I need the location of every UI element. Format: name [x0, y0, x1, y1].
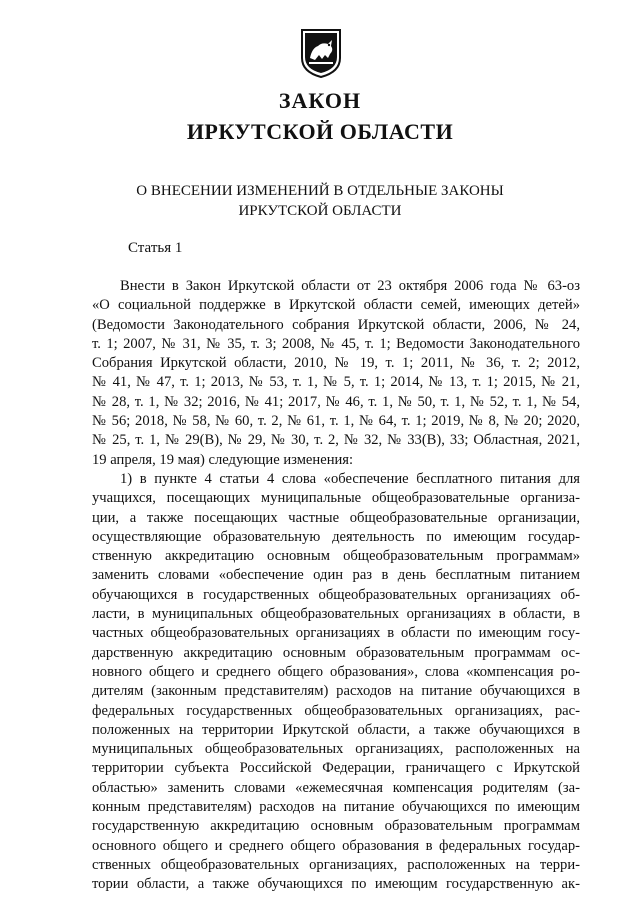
text-line: муниципальных общеобразовательных организациях, расположенных на	[92, 741, 580, 758]
text-line: № 56; 2018, № 58, № 60, т. 2, № 61, т. 1, № 64, т. 1; 2019, № 8, № 20; 2020,	[92, 413, 580, 430]
text-line: дителям (законным представителям) расходов на питание обучающихся в	[92, 683, 580, 700]
text-line: новного общего и среднего общего образования», слова «компенсация ро-	[92, 663, 580, 680]
text-line: обучающихся в государственных общеобразовательных организациях об-	[92, 586, 580, 603]
text-line: ции, а также посещающих частные общеобразовательные организации,	[92, 509, 580, 526]
text-line: «О социальной поддержке в Иркутской области семей, имеющих детей»	[92, 297, 580, 314]
text-line: ственных общеобразовательных организациях, расположенных на терри-	[92, 856, 580, 873]
text-line: Внести в Закон Иркутской области от 23 октября 2006 года № 63-оз	[120, 278, 580, 294]
law-body	[92, 277, 580, 895]
article-heading: Статья 1	[128, 240, 183, 256]
subject-line: ИРКУТСКОЙ ОБЛАСТИ	[238, 203, 402, 219]
law-title: ЗАКОН	[278, 88, 362, 113]
text-line: № 41, № 47, т. 1; 2013, № 53, т. 1, № 5, т. 1; 2014, № 13, т. 1; 2015, № 21,	[92, 374, 580, 391]
text-line: 1) в пункте 4 статьи 4 слова «обеспечение бесплатного питания для	[120, 470, 580, 487]
coat-of-arms-icon	[300, 28, 342, 78]
text-line: частных общеобразовательных организациях в области по имеющим госу-	[92, 625, 580, 642]
text-line: учащихся, посещающих муниципальные общеобразовательные организа-	[92, 490, 580, 507]
subject-line: О ВНЕСЕНИИ ИЗМЕНЕНИЙ В ОТДЕЛЬНЫЕ ЗАКОНЫ	[136, 183, 504, 199]
text-line: основного общего и среднего общего образования в федеральных государ-	[92, 837, 580, 854]
text-line: территории субъекта Российской Федерации, граничащего с Иркутской	[92, 760, 580, 777]
text-line: (Ведомости Законодательного собрания Иркутской области, 2006, № 24,	[92, 316, 580, 333]
text-line: заменить словами «обеспечение один раз в день бесплатным питанием	[92, 567, 580, 584]
text-line: № 25, т. 1, № 29(В), № 29, № 30, т. 2, № 32, № 33(В), 33; Областная, 2021,	[92, 432, 580, 449]
text-line: т. 1; 2007, № 31, № 35, т. 3; 2008, № 45, т. 1; Ведомости Законодательного	[92, 335, 580, 352]
text-line: ственную аккредитацию основным общеобразовательным программам»	[92, 548, 580, 565]
text-line: дарственную аккредитацию основным образовательным программам ос-	[92, 644, 580, 661]
text-line: федеральных государственных общеобразовательных организациях, рас-	[92, 702, 580, 719]
text-line: областью» заменить словами «ежемесячная компенсация родителям (за-	[92, 779, 580, 796]
text-line: государственную аккредитацию основным образовательным программам	[92, 818, 580, 835]
text-line: Собрания Иркутской области, 2010, № 19, т. 1; 2011, № 36, т. 2; 2012,	[92, 355, 580, 372]
law-subject	[0, 181, 640, 221]
text-line: конным представителям) расходов на питание обучающихся по имеющим	[92, 799, 580, 816]
text-line: осуществляющие образовательную деятельность по имеющим государ-	[92, 528, 580, 545]
law-region-title: ИРКУТСКОЙ ОБЛАСТИ	[186, 119, 454, 144]
text-line: № 28, т. 1, № 32; 2016, № 41; 2017, № 46, т. 1, № 50, т. 1, № 52, т. 1, № 54,	[92, 393, 580, 410]
text-line: тории области, а также обучающихся по имеющим государственную ак-	[92, 876, 580, 893]
text-line: ласти, в муниципальных общеобразовательных организациях в области, в	[92, 606, 580, 623]
text-line: 19 апреля, 19 мая) следующие изменения:	[92, 451, 354, 468]
text-line: положенных на территории Иркутской области, а также обучающихся в	[92, 721, 580, 738]
